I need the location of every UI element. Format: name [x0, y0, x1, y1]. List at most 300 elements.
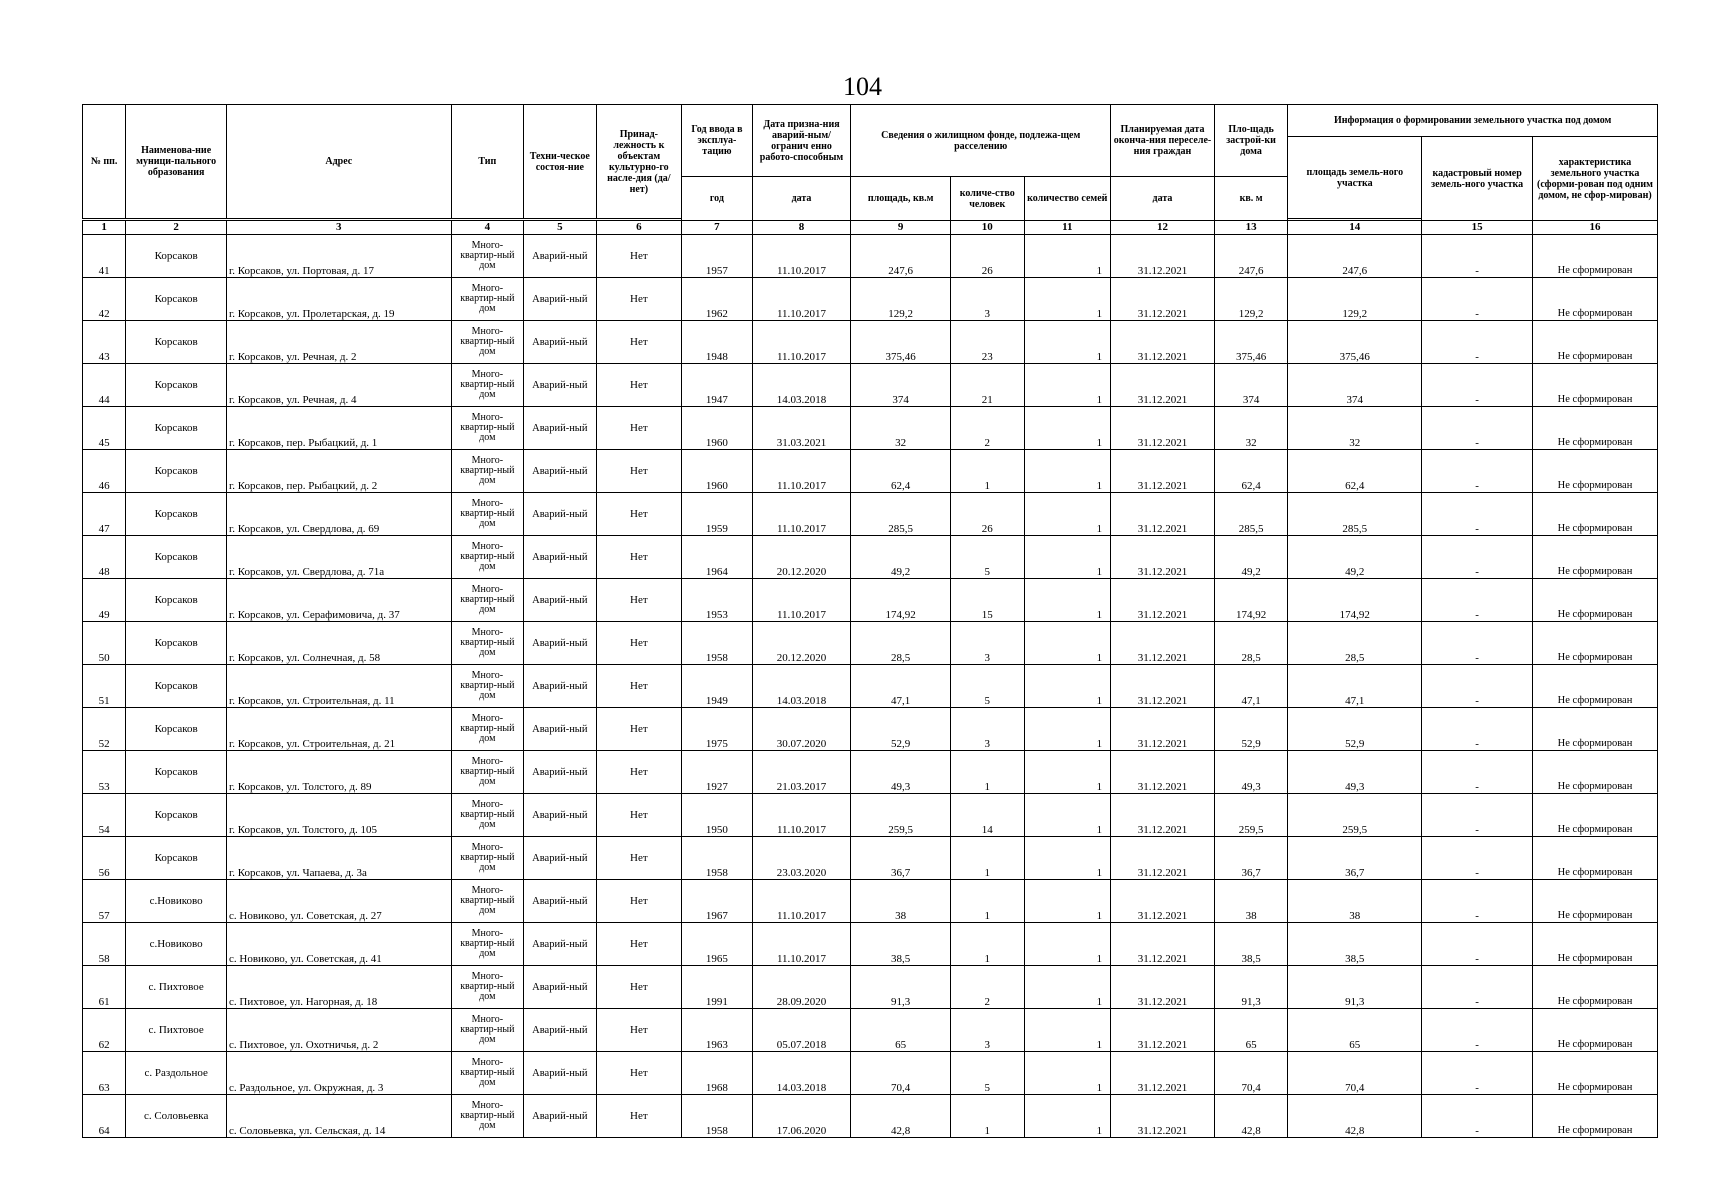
row-cadastral: - — [1422, 493, 1533, 536]
row-land-status: Не сформирован — [1533, 278, 1658, 321]
row-address: г. Корсаков, ул. Речная, д. 2 — [227, 321, 452, 364]
row-municipality: с. Раздольное — [126, 1052, 227, 1095]
row-cadastral: - — [1422, 708, 1533, 751]
row-condition: Аварий-ный — [524, 1009, 597, 1052]
row-planned-date: 31.12.2021 — [1111, 321, 1215, 364]
row-land-status: Не сформирован — [1533, 880, 1658, 923]
row-planned-date: 31.12.2021 — [1111, 1052, 1215, 1095]
header-planned-date: Планируемая дата оконча-ния переселе-ния граждан — [1111, 105, 1215, 177]
header-housing-fund: Сведения о жилищном фонде, подлежа-щем расселению — [851, 105, 1111, 177]
row-cultural: Нет — [596, 579, 682, 622]
table-row — [83, 364, 1658, 407]
row-land-area: 38,5 — [1288, 923, 1422, 966]
table-row — [83, 794, 1658, 837]
column-index: 2 — [126, 221, 227, 235]
row-condition: Аварий-ный — [524, 1095, 597, 1138]
row-municipality: Корсаков — [126, 751, 227, 794]
row-number: 53 — [83, 751, 126, 794]
row-year: 1991 — [682, 966, 752, 1009]
row-people: 1 — [951, 450, 1025, 493]
table-row — [83, 1052, 1658, 1095]
row-municipality: с.Новиково — [126, 923, 227, 966]
row-families: 1 — [1024, 493, 1111, 536]
row-planned-date: 31.12.2021 — [1111, 235, 1215, 278]
row-cadastral: - — [1422, 794, 1533, 837]
row-address: г. Корсаков, ул. Толстого, д. 89 — [227, 751, 452, 794]
row-type: Много-квартир-ный дом — [451, 1009, 524, 1052]
row-number: 54 — [83, 794, 126, 837]
row-cadastral: - — [1422, 321, 1533, 364]
row-land-area: 247,6 — [1288, 235, 1422, 278]
row-address: г. Корсаков, ул. Строительная, д. 11 — [227, 665, 452, 708]
row-cultural: Нет — [596, 364, 682, 407]
row-land-area: 52,9 — [1288, 708, 1422, 751]
row-area: 32 — [851, 407, 951, 450]
row-type: Много-квартир-ный дом — [451, 536, 524, 579]
row-municipality: Корсаков — [126, 493, 227, 536]
row-land-area: 374 — [1288, 364, 1422, 407]
row-land-status: Не сформирован — [1533, 622, 1658, 665]
row-families: 1 — [1024, 536, 1111, 579]
row-condition: Аварий-ный — [524, 751, 597, 794]
row-land-area: 285,5 — [1288, 493, 1422, 536]
row-planned-date: 31.12.2021 — [1111, 622, 1215, 665]
row-number: 42 — [83, 278, 126, 321]
row-number: 50 — [83, 622, 126, 665]
row-people: 14 — [951, 794, 1025, 837]
row-area: 36,7 — [851, 837, 951, 880]
header-planned-sub: дата — [1111, 177, 1215, 221]
row-planned-date: 31.12.2021 — [1111, 493, 1215, 536]
row-land-area: 91,3 — [1288, 966, 1422, 1009]
row-municipality: Корсаков — [126, 665, 227, 708]
row-condition: Аварий-ный — [524, 708, 597, 751]
row-year: 1953 — [682, 579, 752, 622]
header-cadastral: кадастровый номер земель-ного участка — [1422, 137, 1533, 221]
row-cultural: Нет — [596, 751, 682, 794]
row-recognition-date: 11.10.2017 — [752, 450, 851, 493]
row-type: Много-квартир-ный дом — [451, 966, 524, 1009]
row-families: 1 — [1024, 1095, 1111, 1138]
row-year: 1947 — [682, 364, 752, 407]
row-address: г. Корсаков, ул. Строительная, д. 21 — [227, 708, 452, 751]
header-build-area: Пло-щадь застрой-ки дома — [1214, 105, 1288, 177]
row-people: 5 — [951, 665, 1025, 708]
row-recognition-date: 11.10.2017 — [752, 235, 851, 278]
row-number: 49 — [83, 579, 126, 622]
row-build-area: 174,92 — [1214, 579, 1288, 622]
row-municipality: с. Пихтовое — [126, 1009, 227, 1052]
row-number: 57 — [83, 880, 126, 923]
row-build-area: 374 — [1214, 364, 1288, 407]
column-index: 1 — [83, 221, 126, 235]
row-area: 42,8 — [851, 1095, 951, 1138]
row-build-area: 38,5 — [1214, 923, 1288, 966]
row-municipality: Корсаков — [126, 278, 227, 321]
row-cultural: Нет — [596, 923, 682, 966]
row-land-status: Не сформирован — [1533, 1052, 1658, 1095]
header-address: Адрес — [227, 105, 452, 219]
row-number: 47 — [83, 493, 126, 536]
row-people: 26 — [951, 235, 1025, 278]
row-cadastral: - — [1422, 923, 1533, 966]
row-families: 1 — [1024, 966, 1111, 1009]
row-families: 1 — [1024, 622, 1111, 665]
row-condition: Аварий-ный — [524, 622, 597, 665]
row-area: 52,9 — [851, 708, 951, 751]
row-recognition-date: 20.12.2020 — [752, 622, 851, 665]
row-land-status: Не сформирован — [1533, 407, 1658, 450]
column-index: 13 — [1214, 221, 1288, 235]
row-address: г. Корсаков, ул. Портовая, д. 17 — [227, 235, 452, 278]
row-year: 1960 — [682, 407, 752, 450]
row-year: 1957 — [682, 235, 752, 278]
row-people: 2 — [951, 966, 1025, 1009]
row-municipality: Корсаков — [126, 407, 227, 450]
row-land-area: 28,5 — [1288, 622, 1422, 665]
row-address: г. Корсаков, ул. Солнечная, д. 58 — [227, 622, 452, 665]
row-area: 129,2 — [851, 278, 951, 321]
row-land-status: Не сформирован — [1533, 493, 1658, 536]
row-year: 1963 — [682, 1009, 752, 1052]
row-planned-date: 31.12.2021 — [1111, 278, 1215, 321]
row-year: 1975 — [682, 708, 752, 751]
header-build-area-sub: кв. м — [1214, 177, 1288, 221]
column-index: 14 — [1288, 221, 1422, 235]
row-people: 1 — [951, 1095, 1025, 1138]
row-address: с. Соловьевка, ул. Сельская, д. 14 — [227, 1095, 452, 1138]
table-row — [83, 321, 1658, 364]
row-cadastral: - — [1422, 1052, 1533, 1095]
row-address: г. Корсаков, пер. Рыбацкий, д. 2 — [227, 450, 452, 493]
row-land-status: Не сформирован — [1533, 794, 1658, 837]
row-cadastral: - — [1422, 450, 1533, 493]
row-planned-date: 31.12.2021 — [1111, 880, 1215, 923]
column-index: 12 — [1111, 221, 1215, 235]
row-type: Много-квартир-ный дом — [451, 1095, 524, 1138]
header-condition: Техни-ческое состоя-ние — [524, 105, 597, 219]
row-families: 1 — [1024, 450, 1111, 493]
table-row — [83, 665, 1658, 708]
row-recognition-date: 14.03.2018 — [752, 665, 851, 708]
row-condition: Аварий-ный — [524, 278, 597, 321]
row-recognition-date: 14.03.2018 — [752, 1052, 851, 1095]
row-area: 174,92 — [851, 579, 951, 622]
row-families: 1 — [1024, 708, 1111, 751]
row-recognition-date: 31.03.2021 — [752, 407, 851, 450]
row-type: Много-квартир-ный дом — [451, 321, 524, 364]
row-municipality: Корсаков — [126, 450, 227, 493]
row-year: 1962 — [682, 278, 752, 321]
row-address: г. Корсаков, ул. Свердлова, д. 71а — [227, 536, 452, 579]
row-cultural: Нет — [596, 622, 682, 665]
emergency-housing-table — [82, 104, 1658, 1138]
row-planned-date: 31.12.2021 — [1111, 450, 1215, 493]
row-build-area: 62,4 — [1214, 450, 1288, 493]
row-build-area: 38 — [1214, 880, 1288, 923]
column-index: 15 — [1422, 221, 1533, 235]
row-land-area: 49,2 — [1288, 536, 1422, 579]
row-type: Много-квартир-ный дом — [451, 364, 524, 407]
row-type: Много-квартир-ный дом — [451, 622, 524, 665]
row-people: 23 — [951, 321, 1025, 364]
row-address: г. Корсаков, ул. Речная, д. 4 — [227, 364, 452, 407]
table-row — [83, 450, 1658, 493]
table-row — [83, 235, 1658, 278]
row-number: 58 — [83, 923, 126, 966]
table-row — [83, 579, 1658, 622]
table-row — [83, 923, 1658, 966]
row-type: Много-квартир-ный дом — [451, 235, 524, 278]
row-planned-date: 31.12.2021 — [1111, 1095, 1215, 1138]
row-area: 70,4 — [851, 1052, 951, 1095]
row-land-status: Не сформирован — [1533, 923, 1658, 966]
row-type: Много-квартир-ный дом — [451, 1052, 524, 1095]
row-year: 1958 — [682, 1095, 752, 1138]
table-row — [83, 837, 1658, 880]
row-land-status: Не сформирован — [1533, 235, 1658, 278]
row-municipality: с.Новиково — [126, 880, 227, 923]
row-address: с. Раздольное, ул. Окружная, д. 3 — [227, 1052, 452, 1095]
column-index: 9 — [851, 221, 951, 235]
row-build-area: 32 — [1214, 407, 1288, 450]
row-municipality: Корсаков — [126, 235, 227, 278]
row-families: 1 — [1024, 1052, 1111, 1095]
row-people: 2 — [951, 407, 1025, 450]
row-cadastral: - — [1422, 966, 1533, 1009]
row-families: 1 — [1024, 665, 1111, 708]
row-address: г. Корсаков, пер. Рыбацкий, д. 1 — [227, 407, 452, 450]
row-land-status: Не сформирован — [1533, 450, 1658, 493]
row-build-area: 49,3 — [1214, 751, 1288, 794]
row-year: 1965 — [682, 923, 752, 966]
row-cadastral: - — [1422, 880, 1533, 923]
row-land-area: 70,4 — [1288, 1052, 1422, 1095]
row-build-area: 49,2 — [1214, 536, 1288, 579]
row-people: 5 — [951, 1052, 1025, 1095]
row-recognition-date: 11.10.2017 — [752, 493, 851, 536]
row-area: 49,3 — [851, 751, 951, 794]
row-cadastral: - — [1422, 235, 1533, 278]
row-type: Много-квартир-ный дом — [451, 493, 524, 536]
row-build-area: 285,5 — [1214, 493, 1288, 536]
row-families: 1 — [1024, 923, 1111, 966]
row-build-area: 91,3 — [1214, 966, 1288, 1009]
row-recognition-date: 11.10.2017 — [752, 579, 851, 622]
row-land-area: 62,4 — [1288, 450, 1422, 493]
row-area: 38,5 — [851, 923, 951, 966]
row-people: 15 — [951, 579, 1025, 622]
column-index: 7 — [682, 221, 752, 235]
table-row — [83, 708, 1658, 751]
row-families: 1 — [1024, 235, 1111, 278]
row-land-area: 47,1 — [1288, 665, 1422, 708]
row-planned-date: 31.12.2021 — [1111, 837, 1215, 880]
row-build-area: 129,2 — [1214, 278, 1288, 321]
row-cultural: Нет — [596, 536, 682, 579]
row-people: 3 — [951, 1009, 1025, 1052]
row-year: 1959 — [682, 493, 752, 536]
row-address: г. Корсаков, ул. Толстого, д. 105 — [227, 794, 452, 837]
row-municipality: Корсаков — [126, 708, 227, 751]
row-land-area: 65 — [1288, 1009, 1422, 1052]
row-land-status: Не сформирован — [1533, 708, 1658, 751]
row-families: 1 — [1024, 321, 1111, 364]
row-cadastral: - — [1422, 622, 1533, 665]
table-row — [83, 1009, 1658, 1052]
row-families: 1 — [1024, 880, 1111, 923]
row-recognition-date: 11.10.2017 — [752, 278, 851, 321]
table-row — [83, 493, 1658, 536]
page-number: 104 — [843, 72, 882, 101]
row-condition: Аварий-ный — [524, 579, 597, 622]
row-cadastral: - — [1422, 536, 1533, 579]
row-recognition-date: 17.06.2020 — [752, 1095, 851, 1138]
row-planned-date: 31.12.2021 — [1111, 579, 1215, 622]
header-land-status: характеристика земельного участка (сформи-рован под одним домом, не сфор-мирован) — [1533, 137, 1658, 221]
row-recognition-date: 14.03.2018 — [752, 364, 851, 407]
row-land-area: 174,92 — [1288, 579, 1422, 622]
row-condition: Аварий-ный — [524, 837, 597, 880]
row-condition: Аварий-ный — [524, 923, 597, 966]
row-cultural: Нет — [596, 278, 682, 321]
row-type: Много-квартир-ный дом — [451, 450, 524, 493]
row-planned-date: 31.12.2021 — [1111, 536, 1215, 579]
row-land-area: 42,8 — [1288, 1095, 1422, 1138]
row-number: 48 — [83, 536, 126, 579]
row-cultural: Нет — [596, 493, 682, 536]
row-people: 1 — [951, 880, 1025, 923]
table-row — [83, 966, 1658, 1009]
row-planned-date: 31.12.2021 — [1111, 708, 1215, 751]
row-people: 26 — [951, 493, 1025, 536]
column-index-row — [83, 221, 1658, 235]
row-condition: Аварий-ный — [524, 450, 597, 493]
header-people: количе-ство человек — [951, 177, 1025, 221]
row-number: 46 — [83, 450, 126, 493]
row-build-area: 70,4 — [1214, 1052, 1288, 1095]
row-people: 5 — [951, 536, 1025, 579]
row-planned-date: 31.12.2021 — [1111, 751, 1215, 794]
row-build-area: 247,6 — [1214, 235, 1288, 278]
row-build-area: 65 — [1214, 1009, 1288, 1052]
row-year: 1950 — [682, 794, 752, 837]
row-area: 49,2 — [851, 536, 951, 579]
row-number: 51 — [83, 665, 126, 708]
table-row — [83, 1095, 1658, 1138]
row-families: 1 — [1024, 751, 1111, 794]
row-number: 61 — [83, 966, 126, 1009]
row-area: 28,5 — [851, 622, 951, 665]
row-year: 1968 — [682, 1052, 752, 1095]
row-address: с. Пихтовое, ул. Нагорная, д. 18 — [227, 966, 452, 1009]
row-families: 1 — [1024, 579, 1111, 622]
row-address: г. Корсаков, ул. Чапаева, д. 3а — [227, 837, 452, 880]
row-area: 62,4 — [851, 450, 951, 493]
row-type: Много-квартир-ный дом — [451, 923, 524, 966]
row-land-status: Не сформирован — [1533, 321, 1658, 364]
row-year: 1948 — [682, 321, 752, 364]
row-municipality: Корсаков — [126, 837, 227, 880]
row-area: 247,6 — [851, 235, 951, 278]
row-municipality: Корсаков — [126, 794, 227, 837]
row-cultural: Нет — [596, 235, 682, 278]
row-condition: Аварий-ный — [524, 407, 597, 450]
row-address: г. Корсаков, ул. Пролетарская, д. 19 — [227, 278, 452, 321]
row-people: 3 — [951, 278, 1025, 321]
row-municipality: Корсаков — [126, 536, 227, 579]
row-land-status: Не сформирован — [1533, 966, 1658, 1009]
row-cultural: Нет — [596, 794, 682, 837]
row-people: 1 — [951, 923, 1025, 966]
row-condition: Аварий-ный — [524, 794, 597, 837]
row-cultural: Нет — [596, 708, 682, 751]
row-build-area: 375,46 — [1214, 321, 1288, 364]
row-cadastral: - — [1422, 837, 1533, 880]
row-land-status: Не сформирован — [1533, 751, 1658, 794]
column-index: 5 — [524, 221, 597, 235]
column-index: 11 — [1024, 221, 1111, 235]
row-recognition-date: 28.09.2020 — [752, 966, 851, 1009]
row-build-area: 28,5 — [1214, 622, 1288, 665]
row-land-status: Не сформирован — [1533, 837, 1658, 880]
table-row — [83, 622, 1658, 665]
row-type: Много-квартир-ный дом — [451, 708, 524, 751]
header-cultural: Принад-лежность к объектам культурно-го насле-дия (да/нет) — [596, 105, 682, 219]
row-recognition-date: 11.10.2017 — [752, 880, 851, 923]
row-condition: Аварий-ный — [524, 665, 597, 708]
row-condition: Аварий-ный — [524, 1052, 597, 1095]
row-address: с. Новиково, ул. Советская, д. 41 — [227, 923, 452, 966]
row-municipality: с. Пихтовое — [126, 966, 227, 1009]
row-recognition-date: 21.03.2017 — [752, 751, 851, 794]
row-address: г. Корсаков, ул. Свердлова, д. 69 — [227, 493, 452, 536]
table-row — [83, 407, 1658, 450]
row-number: 41 — [83, 235, 126, 278]
column-index: 3 — [227, 221, 452, 235]
row-cadastral: - — [1422, 1095, 1533, 1138]
row-land-area: 129,2 — [1288, 278, 1422, 321]
row-people: 1 — [951, 837, 1025, 880]
row-planned-date: 31.12.2021 — [1111, 407, 1215, 450]
row-area: 375,46 — [851, 321, 951, 364]
row-year: 1958 — [682, 622, 752, 665]
table-row — [83, 278, 1658, 321]
row-land-status: Не сформирован — [1533, 579, 1658, 622]
table-row — [83, 536, 1658, 579]
row-families: 1 — [1024, 364, 1111, 407]
column-index: 16 — [1533, 221, 1658, 235]
row-land-area: 49,3 — [1288, 751, 1422, 794]
row-municipality: Корсаков — [126, 622, 227, 665]
row-cultural: Нет — [596, 407, 682, 450]
row-land-status: Не сформирован — [1533, 1095, 1658, 1138]
row-recognition-date: 30.07.2020 — [752, 708, 851, 751]
row-condition: Аварий-ный — [524, 536, 597, 579]
row-number: 43 — [83, 321, 126, 364]
row-cadastral: - — [1422, 665, 1533, 708]
row-area: 91,3 — [851, 966, 951, 1009]
table-row — [83, 751, 1658, 794]
row-number: 62 — [83, 1009, 126, 1052]
row-municipality: Корсаков — [126, 364, 227, 407]
row-area: 38 — [851, 880, 951, 923]
row-cadastral: - — [1422, 751, 1533, 794]
row-type: Много-квартир-ный дом — [451, 837, 524, 880]
row-land-area: 38 — [1288, 880, 1422, 923]
row-families: 1 — [1024, 1009, 1111, 1052]
row-condition: Аварий-ный — [524, 321, 597, 364]
